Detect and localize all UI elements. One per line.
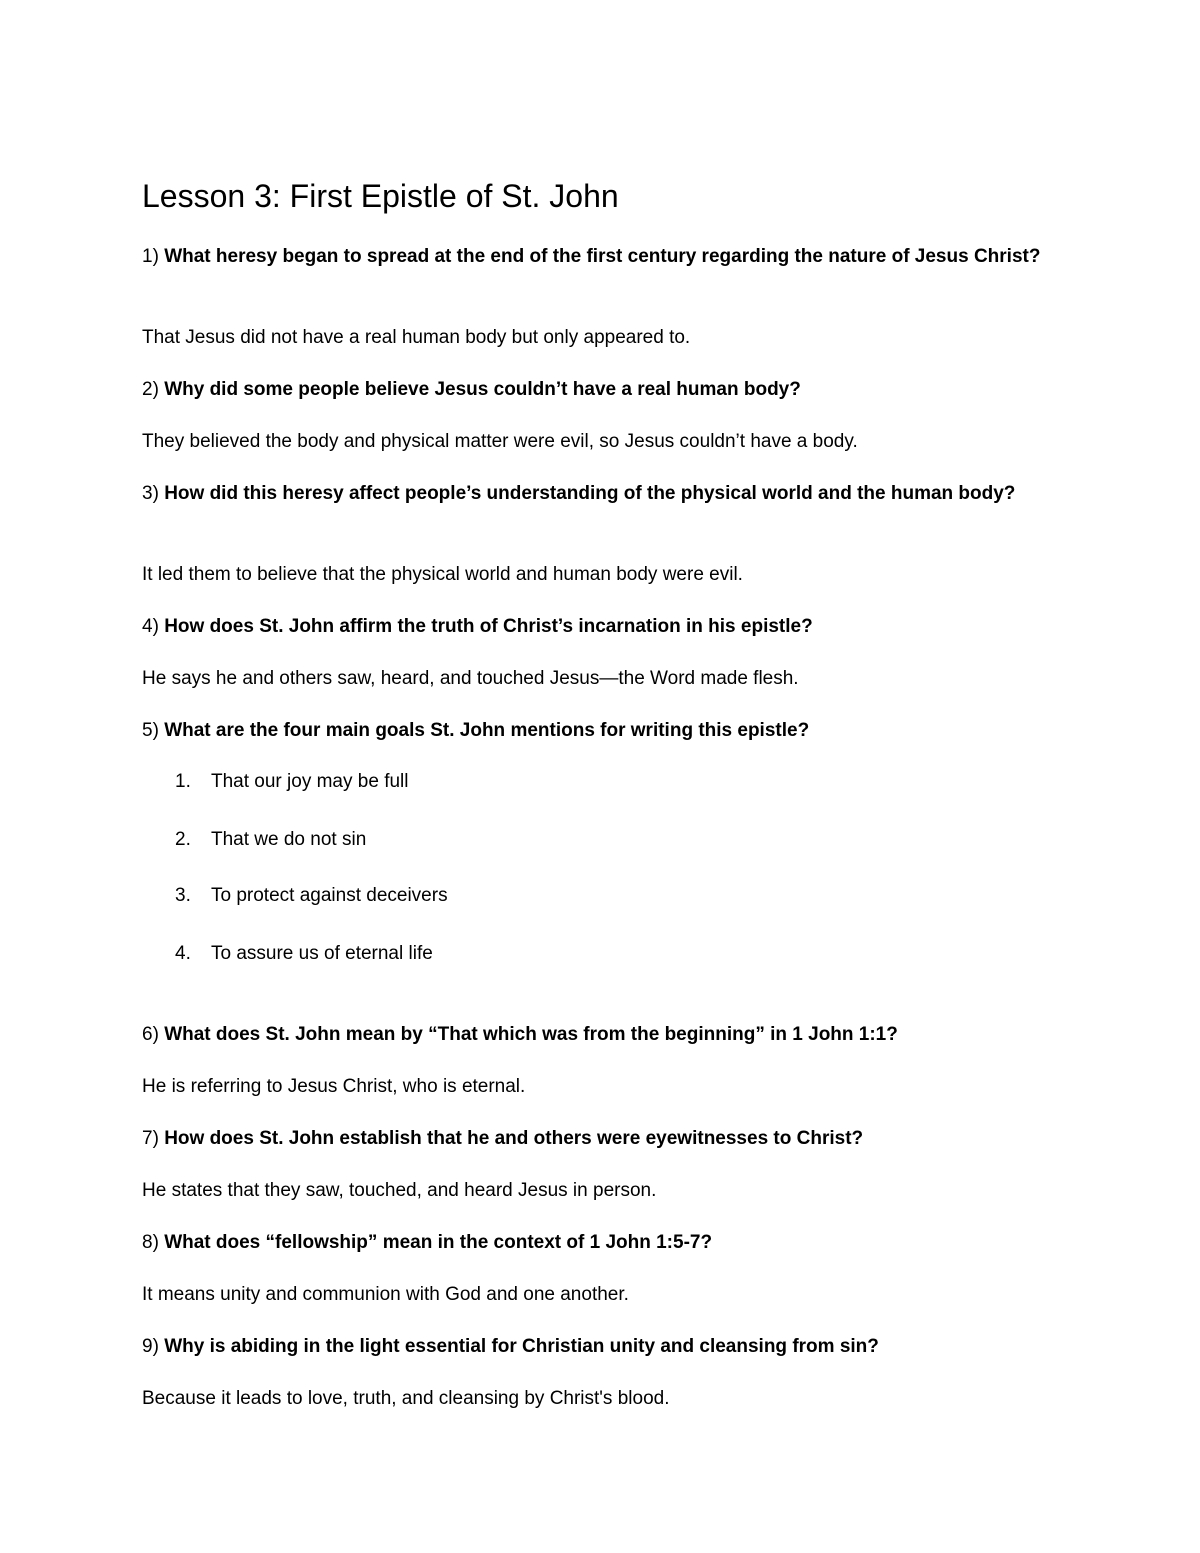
question-number: 1) [142, 246, 159, 267]
question-7 [142, 1124, 1042, 1153]
goal-number: 2. [175, 829, 191, 850]
question-text: Why did some people believe Jesus couldn’t have a real human body? [164, 379, 801, 400]
question-5 [142, 716, 1042, 745]
goal-list-item [175, 825, 366, 854]
question-number: 2) [142, 379, 159, 400]
answer-4: He says he and others saw, heard, and touched Jesus—the Word made flesh. [142, 668, 799, 689]
question-number: 3) [142, 483, 159, 504]
question-text: How does St. John affirm the truth of Christ’s incarnation in his epistle? [164, 616, 813, 637]
question-9 [142, 1332, 1042, 1361]
answer-2: They believed the body and physical matter were evil, so Jesus couldn’t have a body. [142, 431, 858, 452]
question-number: 4) [142, 616, 159, 637]
question-text: What does “fellowship” mean in the context of 1 John 1:5-7? [164, 1232, 713, 1253]
answer-1: That Jesus did not have a real human body but only appeared to. [142, 327, 691, 348]
goal-number: 3. [175, 885, 191, 906]
question-number: 8) [142, 1232, 159, 1253]
goal-number: 1. [175, 771, 191, 792]
question-number: 9) [142, 1336, 159, 1357]
goal-text: That we do not sin [211, 829, 367, 850]
answer-9: Because it leads to love, truth, and cleansing by Christ's blood. [142, 1388, 670, 1409]
goal-list-item [175, 939, 433, 968]
goal-text: To protect against deceivers [211, 885, 448, 906]
question-text: How does St. John establish that he and others were eyewitnesses to Christ? [164, 1128, 864, 1149]
question-number: 5) [142, 720, 159, 741]
goal-list-item [175, 881, 448, 910]
question-text: Why is abiding in the light essential for Christian unity and cleansing from sin? [164, 1336, 879, 1357]
answer-3: It led them to believe that the physical world and human body were evil. [142, 564, 743, 585]
goal-list-item [175, 767, 408, 796]
question-text: What are the four main goals St. John mentions for writing this epistle? [164, 720, 810, 741]
question-text: How did this heresy affect people’s understanding of the physical world and the human body? [164, 483, 1016, 504]
answer-7: He states that they saw, touched, and heard Jesus in person. [142, 1180, 657, 1201]
question-6 [142, 1020, 1042, 1049]
question-4 [142, 612, 1042, 641]
goal-text: To assure us of eternal life [211, 943, 433, 964]
question-8 [142, 1228, 1042, 1257]
goal-number: 4. [175, 943, 191, 964]
question-number: 7) [142, 1128, 159, 1149]
question-3 [142, 479, 1042, 508]
page-title: Lesson 3: First Epistle of St. John [142, 178, 619, 214]
question-1 [142, 242, 1042, 271]
question-text: What does St. John mean by “That which was from the beginning” in 1 John 1:1? [164, 1024, 898, 1045]
question-number: 6) [142, 1024, 159, 1045]
answer-8: It means unity and communion with God and one another. [142, 1284, 629, 1305]
goal-text: That our joy may be full [211, 771, 409, 792]
question-text: What heresy began to spread at the end of the first century regarding the nature of Jesus Christ? [164, 246, 1041, 267]
question-2 [142, 375, 1042, 404]
answer-6: He is referring to Jesus Christ, who is eternal. [142, 1076, 526, 1097]
